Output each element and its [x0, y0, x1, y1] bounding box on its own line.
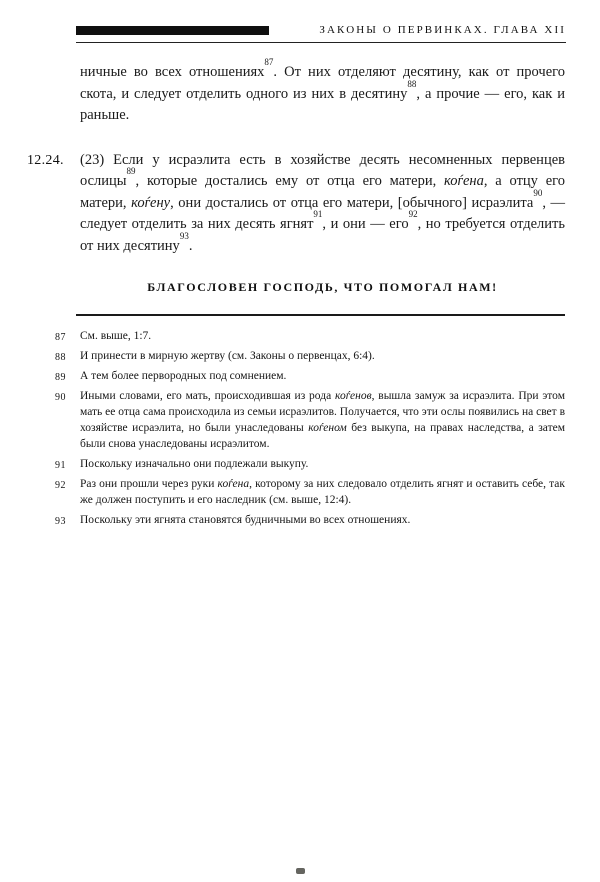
text-run: , они достались от отца его матери, [обычного] исраэлита	[170, 194, 534, 211]
italic-term: коѓену	[131, 194, 171, 211]
footnote-ref: 88	[407, 78, 417, 89]
footnote	[55, 456, 565, 472]
footnote	[55, 476, 565, 508]
footnote	[55, 328, 565, 344]
footnotes-block	[55, 328, 565, 528]
footnote-divider	[76, 314, 565, 316]
section-number: 12.24.	[27, 152, 64, 168]
footnote-ref: 87	[264, 57, 274, 68]
text-run: ничные во всех отношениях	[80, 64, 265, 80]
text-run: , которые достались ему от отца его матери,	[135, 173, 445, 189]
text-run: , которому за них следовало отделить ягнят и оставить себе, так же должен поступить и его наследник (см. выше, 12:4).	[80, 478, 565, 506]
footnote-number: 93	[55, 515, 66, 527]
text-run: Поскольку эти ягнята становятся будничными во всех отношениях.	[80, 514, 411, 526]
text-run: , и они — его	[322, 216, 409, 232]
footnote	[55, 388, 565, 452]
text-run: без выкупа, на правах наследства, а затем были снова унаследованы исраэлитом.	[80, 422, 565, 450]
footnote-text	[80, 368, 565, 384]
paragraph	[27, 150, 565, 258]
footnote-ref: 90	[533, 187, 543, 198]
footnote-text	[80, 348, 565, 364]
footnote-text	[80, 388, 565, 452]
footnote	[55, 512, 565, 528]
body-text	[27, 57, 565, 532]
italic-term: коѓена	[217, 478, 250, 490]
footnote-number: 92	[55, 479, 66, 491]
text-run: Поскольку изначально они подлежали выкупу.	[80, 458, 309, 470]
footnote-number: 89	[55, 371, 66, 383]
text-run: , а прочие — его, как и раньше.	[80, 85, 565, 123]
running-head	[76, 23, 566, 39]
paragraphs-block	[27, 57, 565, 257]
text-run: , — следует отделить за них десять ягнят	[80, 194, 565, 232]
footnote-text	[80, 476, 565, 508]
text-run: Раз они прошли через руки	[80, 478, 218, 490]
footnote-number: 91	[55, 459, 66, 471]
footnote-number: 88	[55, 351, 66, 363]
footnote-number: 87	[55, 331, 66, 343]
text-run: , но требуется отделить от них десятину	[80, 216, 565, 254]
italic-term: коѓеном	[308, 422, 347, 434]
blessing-line: БЛАГОСЛОВЕН ГОСПОДЬ, ЧТО ПОМОГАЛ НАМ!	[147, 280, 498, 294]
paragraph	[80, 57, 565, 127]
footnote	[55, 348, 565, 364]
text-run: (23) Если у исраэлита есть в хозяйстве десять несомненных первенцев ослицы	[80, 151, 565, 189]
footnote	[55, 368, 565, 384]
text-run: , вышла замуж за исраэлита. При этом мать ее отца сама происходила из семьи исраэлитов. Получается, что эти ослы появились на свет в хозяйстве исраэлита, но были унаследованы	[80, 390, 565, 434]
text-run: Иными словами, его мать, происходившая из рода	[80, 390, 335, 402]
footnote-ref: 92	[408, 209, 418, 220]
text-run: .	[188, 237, 193, 254]
running-head-title: ЗАКОНЫ О ПЕРВИНКАХ. ГЛАВА XII	[319, 24, 566, 36]
printers-mark	[296, 868, 305, 874]
header-rule	[76, 42, 566, 43]
footnote-text	[80, 456, 565, 472]
italic-term: коѓена	[444, 173, 484, 189]
text-run: , а отцу его матери,	[80, 173, 565, 211]
footnote-ref: 93	[179, 230, 189, 241]
footnote-text	[80, 328, 565, 344]
footnote-text	[80, 512, 565, 528]
italic-term: коѓенов	[335, 390, 372, 402]
text-run: И принести в мирную жертву (см. Законы о первенцах, 6:4).	[80, 350, 375, 362]
text-run: . От них отделяют десятину, как от прочего скота, и следует отделить одного из них в десятину	[80, 64, 565, 102]
header-bar	[76, 26, 269, 35]
text-run: См. выше, 1:7.	[80, 330, 152, 342]
footnote-number: 90	[55, 391, 66, 403]
footnote-ref: 89	[126, 166, 136, 177]
text-run: А тем более первородных под сомнением.	[80, 370, 287, 382]
footnote-ref: 91	[313, 209, 323, 220]
